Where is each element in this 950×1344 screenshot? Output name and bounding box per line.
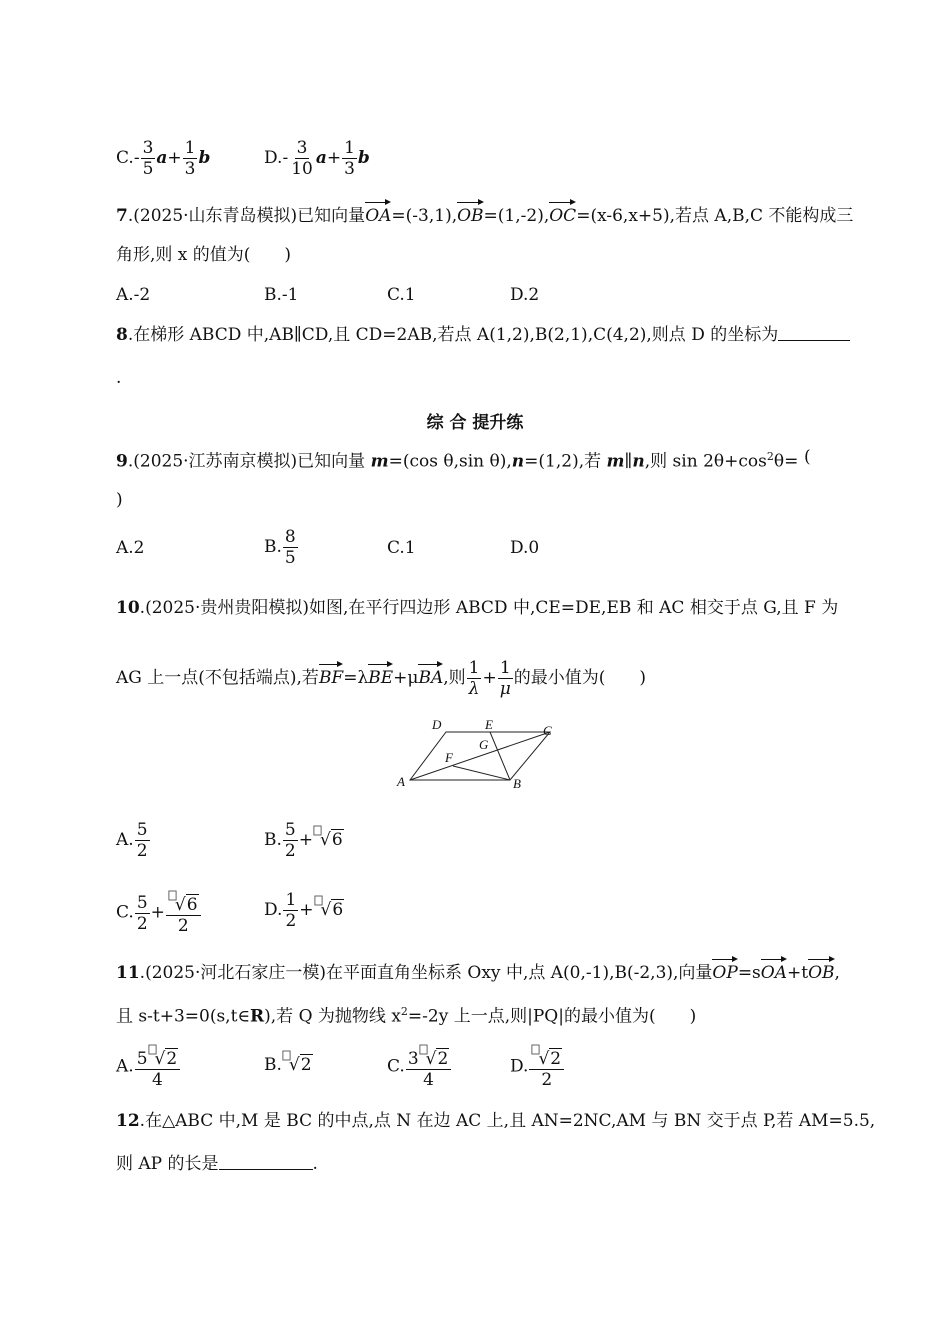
denominator: 2: [285, 911, 297, 931]
fraction: [135, 820, 150, 861]
q7-stem-line1: [116, 198, 853, 228]
vector-ob: OB: [808, 955, 834, 985]
denominator: 3: [344, 159, 355, 179]
plus-sign: +: [167, 148, 182, 168]
denominator: λ: [468, 679, 480, 699]
denominator: 5: [142, 159, 154, 179]
answer-blank[interactable]: [219, 1153, 313, 1170]
question-text: .: [312, 1154, 318, 1174]
denominator: 2: [177, 916, 189, 936]
numerator: [166, 890, 201, 916]
fraction: [283, 820, 298, 861]
fraction: [289, 138, 315, 179]
question-text: 且 s-t+3=0(s,t∈: [116, 1006, 250, 1027]
vector-b: b: [357, 148, 370, 168]
placeholder-box-icon: [532, 1045, 540, 1055]
label-c: C: [543, 723, 552, 738]
label-e: E: [485, 717, 493, 732]
question-text: ,则: [443, 668, 466, 688]
option-label: D.: [510, 1056, 529, 1077]
q9-option-c[interactable]: C.1: [387, 538, 416, 558]
q7-option-c[interactable]: C.1: [387, 285, 416, 305]
question-text: .在△ABC 中,M 是 BC 的中点,点 N 在边 AC 上,且 AN=2NC,AM 与 BN 交于点 P,若 AM=5.5,: [139, 1111, 876, 1131]
numerator: 5: [136, 892, 148, 913]
question-text: =λ: [343, 668, 369, 688]
vector-oa: OA: [365, 198, 391, 228]
q10-option-c[interactable]: [116, 890, 202, 936]
q12-stem-line2: [116, 1152, 318, 1176]
parallelogram-figure: [390, 712, 565, 794]
vector-n: n: [632, 451, 645, 472]
label-a: A: [397, 774, 405, 789]
question-text: .(2025·河北石家庄一模)在平面直角坐标系 Oxy 中,点 A(0,-1),B(-2,3),向量: [139, 963, 713, 983]
option-label: B.: [264, 1055, 282, 1075]
q11-option-b[interactable]: [264, 1050, 313, 1077]
sqrt-2: √2: [282, 1050, 313, 1077]
q11-option-a[interactable]: [116, 1044, 181, 1090]
question-text: =-2y 上一点,则|PQ|的最小值为( ): [407, 1006, 697, 1027]
vector-ob: OB: [457, 198, 483, 228]
q6-option-c[interactable]: [116, 138, 210, 179]
exponent: 2: [766, 450, 774, 463]
fraction: [283, 890, 298, 931]
vector-bf: BF: [319, 660, 343, 690]
question-text: θ=: [773, 451, 799, 472]
minus-sign: -: [133, 148, 140, 168]
label-g: G: [479, 737, 489, 752]
question-text: =(1,2),若: [524, 451, 607, 472]
vector-m: m: [606, 451, 625, 472]
q10-option-d[interactable]: [264, 890, 344, 931]
denominator: 5: [284, 548, 296, 568]
parallel-symbol: ∥: [624, 451, 633, 472]
sqrt-6: √6: [313, 825, 344, 852]
numerator: 1: [344, 138, 355, 158]
option-label: C.: [116, 148, 134, 168]
q8-stem: [116, 323, 850, 347]
numerator: 1: [184, 138, 196, 158]
question-text: =(1,-2),: [483, 206, 550, 226]
q12-stem-line1: [116, 1109, 875, 1133]
q11-option-c[interactable]: [387, 1044, 452, 1090]
vector-a: a: [156, 148, 168, 168]
placeholder-box-icon: [419, 1045, 427, 1055]
numerator: 3: [296, 138, 308, 158]
radicand: 6: [332, 900, 344, 920]
question-text: +t: [787, 963, 809, 983]
fraction: [183, 138, 198, 179]
real-numbers-symbol: R: [250, 1006, 265, 1027]
question-text: +μ: [393, 668, 419, 688]
question-text: .(2025·江苏南京模拟)已知向量: [127, 451, 371, 472]
option-label: A.: [116, 1056, 134, 1077]
denominator: μ: [499, 679, 511, 699]
q9-option-a[interactable]: A.2: [116, 538, 145, 558]
vector-be: BE: [368, 660, 393, 690]
radicand: 2: [300, 1055, 312, 1075]
radicand: 2: [437, 1049, 449, 1069]
q6-option-d[interactable]: [264, 138, 370, 179]
denominator: 3: [184, 159, 196, 179]
label-b: B: [513, 776, 521, 791]
option-label: A.: [116, 830, 134, 850]
option-label: B.: [264, 830, 282, 850]
fraction: [406, 1044, 452, 1090]
segment-eb: [490, 732, 510, 780]
numerator: 8: [284, 527, 296, 547]
question-text: =(cos θ,sin θ),: [388, 451, 512, 472]
fraction: [283, 527, 298, 568]
question-number: 12: [116, 1111, 140, 1131]
answer-paren-close: ): [116, 490, 123, 510]
placeholder-box-icon: [168, 891, 176, 901]
vector-a: a: [315, 148, 327, 168]
q10-option-a[interactable]: [116, 820, 151, 861]
vector-b: b: [198, 148, 211, 168]
vector-oa: OA: [761, 955, 787, 985]
placeholder-box-icon: [314, 896, 322, 906]
coefficient: 3: [407, 1049, 419, 1069]
numerator: [135, 1044, 181, 1070]
question-text: ,则 sin 2θ+cos: [644, 451, 767, 472]
numerator: [529, 1044, 564, 1070]
placeholder-box-icon: [282, 1051, 290, 1061]
question-number: 7: [116, 206, 128, 226]
denominator: 4: [152, 1070, 163, 1090]
fraction: [135, 1044, 181, 1090]
vector-m: m: [370, 451, 389, 472]
fraction: [141, 138, 156, 179]
option-label: B.: [264, 537, 282, 557]
question-number: 8: [116, 325, 128, 345]
question-text: 的最小值为( ): [513, 668, 647, 688]
q8-end: .: [116, 368, 122, 388]
question-number: 9: [116, 451, 128, 472]
vector-n: n: [511, 451, 525, 472]
vector-op: OP: [712, 955, 737, 985]
q10-stem-line2: [116, 658, 646, 699]
radicand: 6: [331, 830, 343, 850]
question-text: AG 上一点(不包括端点),若: [116, 668, 319, 688]
numerator: 1: [468, 658, 480, 678]
numerator: 1: [285, 890, 297, 910]
vector-oc: OC: [549, 198, 576, 228]
q9-stem: [116, 445, 798, 474]
plus-sign: +: [150, 902, 165, 923]
q7-option-d[interactable]: D.2: [510, 285, 540, 305]
option-label: D.: [264, 148, 283, 168]
exponent: 2: [400, 1005, 408, 1018]
label-f: F: [445, 750, 453, 765]
denominator: 2: [541, 1070, 553, 1090]
sqrt-6: √6: [168, 890, 199, 915]
fraction: [166, 890, 201, 936]
question-text: .(2025·山东青岛模拟)已知向量: [127, 206, 366, 226]
placeholder-box-icon: [313, 826, 321, 836]
numerator: [406, 1044, 452, 1070]
question-text: ,: [834, 963, 840, 983]
coefficient: 5: [136, 1049, 148, 1069]
denominator: 2: [136, 841, 148, 861]
fraction: [529, 1044, 564, 1090]
question-text: =(x-6,x+5),若点 A,B,C 不能构成三: [576, 206, 854, 226]
plus-sign: +: [299, 900, 314, 920]
question-text: .在梯形 ABCD 中,AB∥CD,且 CD=2AB,若点 A(1,2),B(2,1),C(4,2),则点 D 的坐标为: [127, 325, 779, 345]
sqrt-6: √6: [314, 895, 345, 922]
radicand: 6: [186, 895, 198, 915]
option-label: C.: [387, 1056, 405, 1077]
q10-option-b[interactable]: [264, 820, 344, 861]
q10-stem-line1: [116, 596, 838, 620]
label-d: D: [432, 717, 442, 732]
section-title: 综 合 提升练: [426, 413, 524, 433]
q7-stem-line2: 角形,则 x 的值为( ): [116, 245, 292, 265]
numerator: 5: [136, 820, 148, 840]
numerator: 5: [284, 820, 296, 840]
denominator: 2: [284, 841, 296, 861]
sqrt-2: √2: [148, 1044, 179, 1069]
option-label: C.: [116, 902, 134, 923]
question-text: =(-3,1),: [391, 206, 458, 226]
sqrt-2: √2: [531, 1044, 562, 1069]
denominator: 4: [423, 1070, 434, 1090]
radicand: 2: [166, 1049, 178, 1069]
q11-option-d[interactable]: [510, 1044, 565, 1090]
denominator: 2: [136, 913, 148, 934]
q7-option-a[interactable]: A.-2: [116, 285, 151, 305]
radicand: 2: [550, 1049, 562, 1069]
segment-bf: [453, 766, 510, 780]
q9-option-d[interactable]: D.0: [510, 538, 540, 558]
plus-sign: +: [326, 148, 342, 168]
vector-ba: BA: [418, 660, 443, 690]
answer-blank[interactable]: [778, 324, 850, 341]
plus-sign: +: [482, 668, 497, 688]
question-text: =s: [737, 963, 761, 983]
question-text: 则 AP 的长是: [116, 1154, 219, 1174]
fraction: [135, 893, 150, 934]
question-text: ),若 Q 为抛物线 x: [264, 1006, 401, 1027]
q7-option-b[interactable]: B.-1: [264, 285, 299, 305]
question-text: .(2025·贵州贵阳模拟)如图,在平行四边形 ABCD 中,CE=DE,EB 和 AC 相交于点 G,且 F 为: [139, 598, 839, 618]
fraction: [498, 658, 513, 699]
plus-sign: +: [298, 830, 313, 850]
fraction: [467, 658, 482, 699]
q11-stem-line1: [116, 955, 840, 985]
minus-sign: -: [282, 148, 289, 168]
q9-option-b[interactable]: [264, 527, 299, 568]
sqrt-2: √2: [419, 1044, 450, 1069]
option-label: D.: [264, 900, 283, 920]
question-number: 11: [116, 963, 140, 983]
question-number: 10: [116, 598, 140, 618]
q11-stem-line2: [116, 1000, 696, 1029]
answer-paren-open: (: [804, 447, 811, 467]
numerator: 1: [499, 658, 511, 678]
placeholder-box-icon: [148, 1045, 156, 1055]
denominator: 10: [291, 159, 313, 179]
numerator: 3: [142, 138, 154, 158]
fraction: [342, 138, 357, 179]
